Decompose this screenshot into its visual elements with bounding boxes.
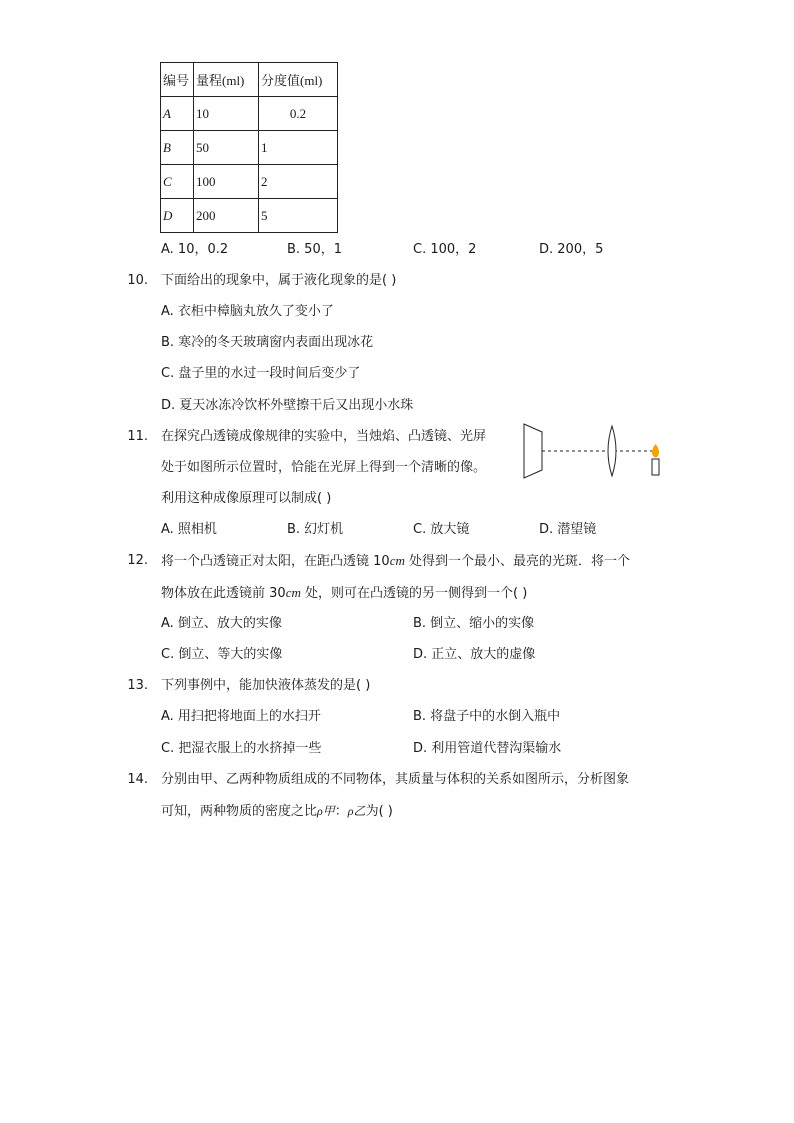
q11-option-d[interactable]: D. 潜望镜 (539, 522, 597, 537)
q13-option-b[interactable]: B. 将盘子中的水倒入瓶中 (413, 709, 561, 724)
q14-stem-line-2 (161, 802, 393, 821)
q12-option-b[interactable]: B. 倒立、缩小的实像 (413, 616, 535, 631)
q12-option-d[interactable]: D. 正立、放大的虚像 (413, 647, 536, 662)
table-row (161, 97, 338, 131)
table-cell: B (161, 131, 194, 165)
q12-text: 物体放在此透镜前 30 (161, 586, 286, 601)
lens-setup-figure (520, 420, 670, 482)
table-cell: 50 (194, 131, 259, 165)
header-cell: 量程(ml) (194, 63, 259, 97)
ratio-colon: ： (334, 804, 348, 819)
header-cell: 分度值(ml) (259, 63, 338, 97)
q10-stem: 下面给出的现象中，属于液化现象的是( ) (161, 273, 397, 288)
q10-option-b[interactable]: B. 寒冷的冬天玻璃窗内表面出现冰花 (161, 335, 374, 350)
q10-number: 10. (127, 273, 148, 288)
table-cell: 5 (259, 199, 338, 233)
q9-option-a[interactable]: A. 10，0.2 (161, 242, 229, 257)
table-cell: 0.2 (259, 97, 338, 131)
q12-number: 12. (127, 553, 148, 568)
table-cell: D (161, 199, 194, 233)
table-row (161, 199, 338, 233)
q12-text: 处，则可在凸透镜的另一侧得到一个( ) (300, 586, 528, 601)
q12-stem-line-2 (161, 584, 527, 603)
q13-option-d[interactable]: D. 利用管道代替沟渠输水 (413, 741, 562, 756)
q11-option-c[interactable]: C. 放大镜 (413, 522, 470, 537)
q12-option-c[interactable]: C. 倒立、等大的实像 (161, 647, 283, 662)
q9-option-d[interactable]: D. 200，5 (539, 242, 604, 257)
q14-text: 为( ) (365, 804, 393, 819)
q9-option-c[interactable]: C. 100，2 (413, 242, 477, 257)
table-cell: 1 (259, 131, 338, 165)
q13-stem: 下列事例中，能加快液体蒸发的是( ) (161, 678, 371, 693)
q11-option-a[interactable]: A. 照相机 (161, 522, 217, 537)
table-cell: 2 (259, 165, 338, 199)
q13-option-c[interactable]: C. 把湿衣服上的水挤掉一些 (161, 741, 322, 756)
q11-stem-line: 利用这种成像原理可以制成( ) (161, 491, 332, 506)
header-cell: 编号 (161, 63, 194, 97)
table-cell: 10 (194, 97, 259, 131)
table-cell: A (161, 97, 194, 131)
candle-icon (652, 459, 659, 475)
table-header-row (161, 63, 338, 97)
q10-option-a[interactable]: A. 衣柜中樟脑丸放久了变小了 (161, 304, 334, 319)
convex-lens-icon (608, 426, 616, 476)
q9-option-b[interactable]: B. 50，1 (287, 242, 342, 257)
q11-stem-line: 处于如图所示位置时，恰能在光屏上得到一个清晰的像。 (161, 460, 487, 475)
q14-text: 可知，两种物质的密度之比 (161, 804, 318, 819)
q10-option-d[interactable]: D. 夏天冰冻冷饮杯外壁擦干后又出现小水珠 (161, 398, 414, 413)
q10-option-c[interactable]: C. 盘子里的水过一段时间后变少了 (161, 366, 361, 381)
q12-text: 将一个凸透镜正对太阳，在距凸透镜 10 (161, 554, 390, 569)
q12-stem-line-1 (161, 552, 630, 571)
q11-number: 11. (127, 429, 148, 444)
q14-stem-line-1: 分别由甲、乙两种物质组成的不同物体，其质量与体积的关系如图所示，分析图象 (161, 772, 630, 787)
q13-option-a[interactable]: A. 用扫把将地面上的水扫开 (161, 709, 321, 724)
range-table (160, 62, 338, 233)
q13-number: 13. (127, 678, 148, 693)
rho-yi: ρ乙 (347, 804, 366, 818)
table-cell: 200 (194, 199, 259, 233)
table-row (161, 131, 338, 165)
flame-icon (652, 444, 659, 458)
table-row (161, 165, 338, 199)
q12-text: 处得到一个最小、最亮的光斑．将一个 (404, 554, 630, 569)
unit-cm: cm (285, 585, 301, 600)
unit-cm: cm (389, 553, 405, 568)
q11-stem-line: 在探究凸透镜成像规律的实验中，当烛焰、凸透镜、光屏 (161, 429, 487, 444)
q14-number: 14. (127, 772, 148, 787)
table-cell: C (161, 165, 194, 199)
table-cell: 100 (194, 165, 259, 199)
rho-jia: ρ甲 (317, 804, 335, 818)
q11-option-b[interactable]: B. 幻灯机 (287, 522, 344, 537)
q12-option-a[interactable]: A. 倒立、放大的实像 (161, 616, 282, 631)
light-screen-icon (524, 424, 542, 478)
